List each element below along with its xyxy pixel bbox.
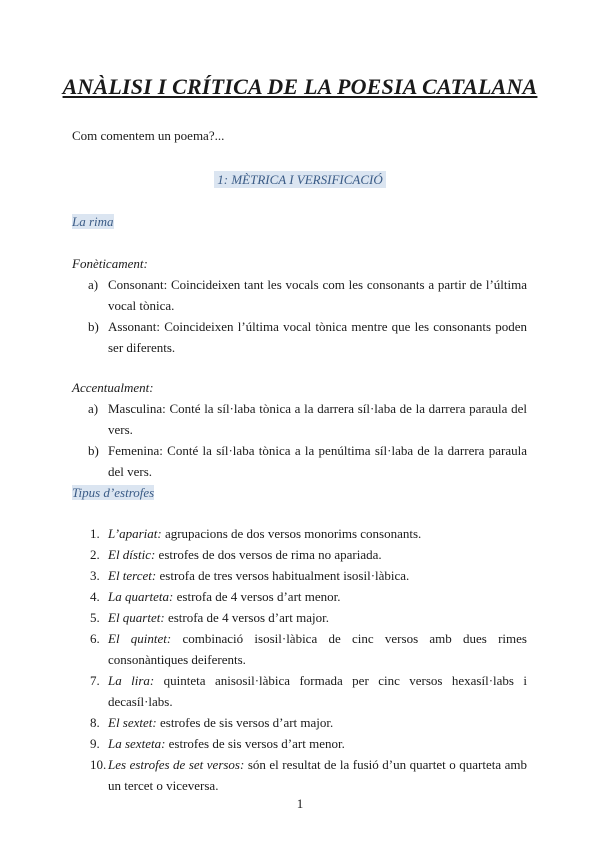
list-marker: 5.: [90, 610, 100, 625]
list-marker: 4.: [90, 589, 100, 604]
document-title: ANÀLISI I CRÍTICA DE LA POESIA CATALANA: [62, 74, 538, 99]
list-marker: 9.: [90, 736, 100, 751]
list-item: [72, 754, 527, 796]
definition: quinteta anisosil·làbica formada per cinc versos hexasíl·labs i decasíl·labs.: [108, 673, 528, 709]
list-item: [72, 607, 527, 628]
accentualment-label: Accentualment:: [72, 380, 154, 395]
list-marker: 2.: [90, 547, 100, 562]
definition: estrofes de sis versos d’art menor.: [165, 736, 345, 751]
term: El tercet:: [108, 568, 157, 583]
page-number: 1: [296, 796, 304, 811]
foneticament-label: Fonèticament:: [72, 256, 148, 271]
list-item-text: Femenina: Conté la síl·laba tònica a la penúltima síl·laba de la darrera paraula del vers.: [108, 443, 527, 479]
estrofes-heading: [72, 485, 154, 501]
section-heading-text: 1: MÈTRICA I VERSIFICACIÓ: [214, 171, 385, 188]
intro-text: Com comentem un poema?...: [72, 128, 225, 143]
definition: agrupacions de dos versos monorims consonants.: [161, 526, 422, 541]
list-marker: b): [88, 319, 99, 334]
rima-heading-text: La rima: [72, 214, 114, 229]
term: La quarteta:: [108, 589, 174, 604]
list-marker: 7.: [90, 673, 100, 688]
term: El sextet:: [108, 715, 157, 730]
rima-heading: [72, 214, 114, 230]
definition: estrofa de 4 versos d’art major.: [164, 610, 329, 625]
list-marker: 10.: [90, 757, 107, 772]
term: El dístic:: [108, 547, 156, 562]
term: El quintet:: [108, 631, 172, 646]
list-item: [72, 544, 527, 565]
list-item: [72, 316, 527, 358]
list-item: [72, 274, 527, 316]
term: El quartet:: [108, 610, 165, 625]
section-heading: [0, 172, 600, 188]
list-item: [72, 440, 527, 482]
list-item: [72, 628, 527, 670]
definition: estrofa de tres versos habitualment isosil·làbica.: [156, 568, 410, 583]
foneticament-list: [72, 274, 527, 358]
list-item-text: Assonant: Coincideixen l’última vocal tònica mentre que les consonants poden ser diferents.: [108, 319, 527, 355]
accentualment-list: [72, 398, 527, 482]
list-item: [72, 733, 527, 754]
definition: estrofa de 4 versos d’art menor.: [173, 589, 341, 604]
list-marker: a): [88, 401, 99, 416]
list-item: [72, 523, 527, 544]
list-item-text: Masculina: Conté la síl·laba tònica a la darrera síl·laba de la darrera paraula del vers.: [108, 401, 527, 437]
term: L’apariat:: [108, 526, 162, 541]
definition: combinació isosil·làbica de cinc versos amb dues rimes consonàntiques deiferents.: [108, 631, 527, 667]
list-item: [72, 398, 527, 440]
list-marker: a): [88, 277, 99, 292]
list-marker: b): [88, 443, 99, 458]
definition: estrofes de sis versos d’art major.: [156, 715, 334, 730]
list-item: [72, 670, 527, 712]
list-marker: 8.: [90, 715, 100, 730]
definition: són el resultat de la fusió d’un quartet o quarteta amb un tercet o viceversa.: [108, 757, 527, 793]
estrofes-list: [72, 523, 527, 796]
list-item-text: Consonant: Coincideixen tant les vocals com les consonants a partir de l’última vocal tònica.: [108, 277, 527, 313]
term: La lira:: [108, 673, 155, 688]
estrofes-heading-text: Tipus d’estrofes: [72, 485, 155, 500]
term: La sexteta:: [108, 736, 166, 751]
list-marker: 1.: [90, 526, 100, 541]
list-item: [72, 712, 527, 733]
term: Les estrofes de set versos:: [108, 757, 245, 772]
list-marker: 3.: [90, 568, 100, 583]
list-item: [72, 586, 527, 607]
list-marker: 6.: [90, 631, 100, 646]
list-item: [72, 565, 527, 586]
definition: estrofes de dos versos de rima no apariada.: [155, 547, 382, 562]
